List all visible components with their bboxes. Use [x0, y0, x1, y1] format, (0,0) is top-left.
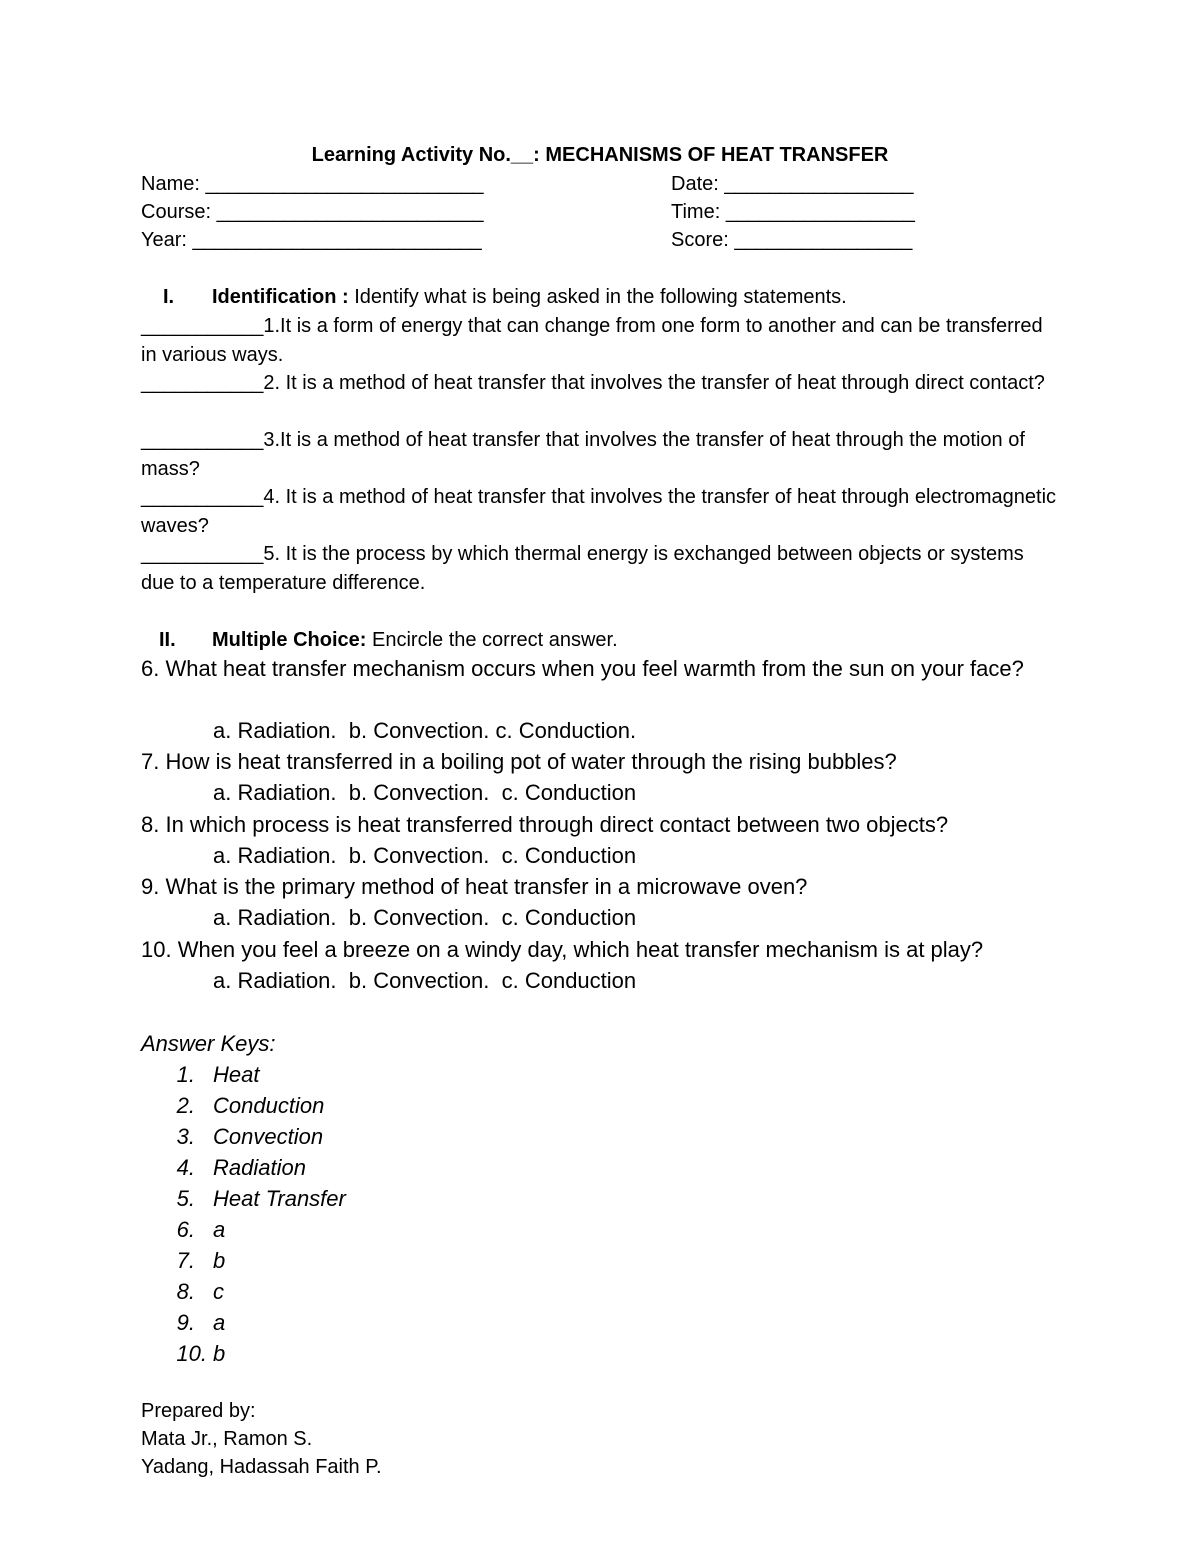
section-multiple-choice-heading [141, 626, 618, 654]
identification-item: ___________2. It is a method of heat transfer that involves the transfer of heat through direct contact? [141, 372, 1045, 394]
answer-key-number: 5. [176, 1186, 195, 1211]
page-title: Learning Activity No.__: MECHANISMS OF HEAT TRANSFER [311, 144, 889, 166]
answer-key-item [141, 1276, 346, 1307]
year-field: Year: __________________________ [141, 229, 482, 251]
answer-key-value: a [213, 1310, 226, 1335]
preparer-name: Mata Jr., Ramon S. [141, 1428, 313, 1450]
answer-key-value: c [213, 1279, 224, 1304]
answer-keys-title: Answer Keys: [141, 1031, 276, 1056]
mc-options: a. Radiation. b. Convection. c. Conduction. [213, 718, 637, 743]
mc-question: 9. What is the primary method of heat transfer in a microwave oven? [141, 874, 808, 899]
section-instruction: Identify what is being asked in the following statements. [348, 286, 847, 308]
name-field: Name: _________________________ [141, 173, 484, 195]
answer-key-item [141, 1338, 346, 1369]
mc-options: a. Radiation. b. Convection. c. Conduction [213, 780, 637, 805]
prepared-by-label: Prepared by: [141, 1400, 256, 1422]
mc-question: 10. When you feel a breeze on a windy day, which heat transfer mechanism is at play? [141, 937, 984, 962]
answer-key-value: Convection [213, 1124, 324, 1149]
answer-key-item [141, 1307, 346, 1338]
answer-key-number: 3. [176, 1124, 195, 1149]
answer-key-value: Radiation [213, 1155, 306, 1180]
date-field: Date: _________________ [671, 173, 914, 195]
answer-key-value: Heat [213, 1062, 260, 1087]
answer-key-number: 8. [176, 1279, 195, 1304]
answer-key-item [141, 1245, 346, 1276]
answer-key-value: b [213, 1248, 226, 1273]
answer-key-value: b [213, 1341, 226, 1366]
answer-key-number: 2. [176, 1093, 195, 1118]
answer-key-number: 1. [176, 1062, 195, 1087]
answer-key-item [141, 1090, 346, 1121]
course-field: Course: ________________________ [141, 201, 484, 223]
section-number: I. [163, 286, 175, 308]
answer-key-number: 6. [176, 1217, 195, 1242]
preparer-name: Yadang, Hadassah Faith P. [141, 1456, 382, 1478]
score-field: Score: ________________ [671, 229, 913, 251]
answer-key-value: Conduction [213, 1093, 325, 1118]
section-label: Multiple Choice: [212, 629, 367, 651]
section-number: II. [159, 629, 176, 651]
identification-item: ___________1.It is a form of energy that can change from one form to another and can be transferred in various ways. [141, 315, 1043, 366]
mc-question: 7. How is heat transferred in a boiling pot of water through the rising bubbles? [141, 749, 897, 774]
mc-options: a. Radiation. b. Convection. c. Conduction [213, 905, 637, 930]
answer-key-number: 9. [176, 1310, 195, 1335]
mc-options: a. Radiation. b. Convection. c. Conduction [213, 843, 637, 868]
mc-options: a. Radiation. b. Convection. c. Conduction [213, 968, 637, 993]
mc-question: 6. What heat transfer mechanism occurs when you feel warmth from the sun on your face? [141, 656, 1024, 681]
answer-key-item [141, 1183, 346, 1214]
answer-key-number: 4. [176, 1155, 195, 1180]
identification-item: ___________5. It is the process by which thermal energy is exchanged between objects or systems due to a temperature difference. [141, 543, 1024, 594]
identification-item: ___________3.It is a method of heat transfer that involves the transfer of heat through the motion of mass? [141, 429, 1025, 480]
answer-key-number: 10. [176, 1341, 207, 1366]
answer-key-number: 7. [176, 1248, 195, 1273]
answer-key-value: Heat Transfer [213, 1186, 346, 1211]
time-field: Time: _________________ [671, 201, 915, 223]
section-identification-heading [141, 283, 847, 311]
identification-item: ___________4. It is a method of heat transfer that involves the transfer of heat through electromagnetic waves? [141, 486, 1057, 537]
answer-key-item [141, 1059, 346, 1090]
answer-key-item [141, 1152, 346, 1183]
answer-keys-list [141, 1059, 346, 1369]
section-instruction: Encircle the correct answer. [366, 629, 618, 651]
answer-key-item [141, 1121, 346, 1152]
answer-key-item [141, 1214, 346, 1245]
mc-question: 8. In which process is heat transferred through direct contact between two objects? [141, 812, 949, 837]
section-label: Identification : [212, 286, 349, 308]
answer-key-value: a [213, 1217, 226, 1242]
